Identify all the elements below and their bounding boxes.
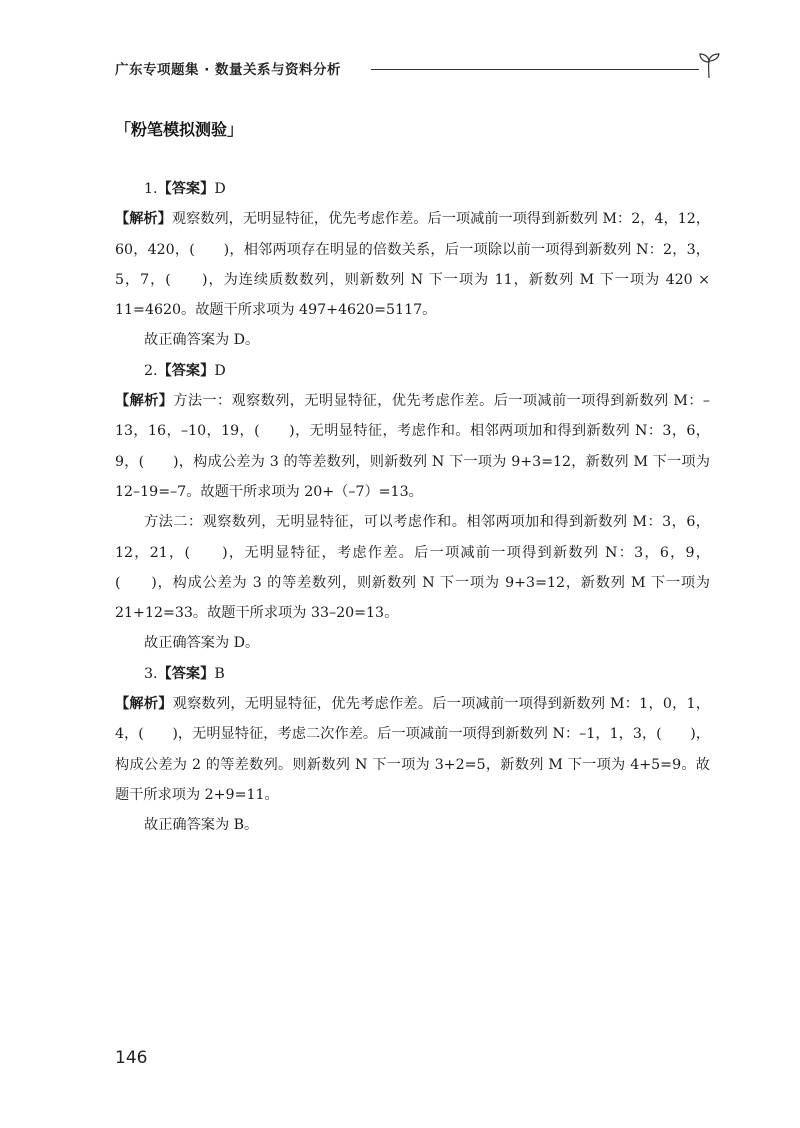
analysis-text: 方法二：观察数列，无明显特征，可以考虑作和。相邻两项加和得到新数列 M：3，6，12，21，( )，无明显特征，考虑作差。后一项减前一项得到新数列 N：3，6，9，( )，构成公差为 3 的等差数列，则新数列 N 下一项为 9+3=12，新数列 M 下一项为 21+12=33。故题干所求项为 33–20=13。 (115, 514, 710, 622)
page-number: 146 (115, 1048, 148, 1068)
conclusion-line: 故正确答案为 D。 (144, 332, 260, 349)
answer-value: B (214, 665, 225, 682)
analysis-paragraph (115, 386, 710, 507)
analysis-paragraph (115, 689, 710, 810)
conclusion-line: 故正确答案为 D。 (144, 635, 260, 652)
analysis-paragraph (115, 204, 710, 325)
question-number: 1. (144, 181, 158, 197)
answer-label: 【答案】 (157, 362, 215, 379)
answer-label: 【答案】 (157, 181, 215, 197)
analysis-label: 【解析】 (115, 211, 172, 228)
answer-content (115, 174, 710, 841)
answer-value: D (214, 362, 226, 379)
question-number: 2. (144, 362, 158, 379)
analysis-paragraph-method2 (115, 507, 710, 628)
conclusion-line: 故正确答案为 B。 (144, 817, 259, 834)
answer-value: D (214, 181, 226, 197)
analysis-label: 【解析】 (115, 393, 174, 410)
answer-line (115, 659, 710, 689)
analysis-label: 【解析】 (115, 696, 173, 713)
answer-line (115, 356, 710, 386)
answer-line (115, 174, 710, 204)
sprout-icon (695, 50, 725, 80)
analysis-text: 观察数列，无明显特征，优先考虑作差。后一项减前一项得到新数列 M：1，0，1，4，( )，无明显特征，考虑二次作差。后一项减前一项得到新数列 N：–1，1，3，( )，构成公差为 2 的等差数列。则新数列 N 下一项为 3+2=5，新数列 M 下一项为 4+5=9。故题干所求项为 2+9=11。 (115, 696, 710, 803)
analysis-text: 方法一：观察数列，无明显特征，优先考虑作差。后一项减前一项得到新数列 M：–13，16，–10，19，( )，无明显特征，考虑作和。相邻两项加和得到新数列 N：3，6，9，( )，构成公差为 3 的等差数列，则新数列 N 下一项为 9+3=12，新数列 M 下一项为 12–19=–7。故题干所求项为 20+（–7）=13。 (115, 393, 710, 500)
question-number: 3. (144, 665, 158, 682)
header-rule (371, 69, 699, 70)
section-title: 「粉笔模拟测验」 (115, 120, 244, 139)
header-title: 广东专项题集 · 数量关系与资料分析 (115, 62, 342, 78)
running-header (115, 50, 725, 90)
analysis-text: 观察数列，无明显特征，优先考虑作差。后一项减前一项得到新数列 M：2，4，12，60，420，( )，相邻两项存在明显的倍数关系，后一项除以前一项得到新数列 N：2，3，5，7，( )，为连续质数数列，则新数列 N 下一项为 11，新数列 M 下一项为 420 × 11=4620。故题干所求项为 497+4620=5117。 (115, 211, 710, 319)
answer-label: 【答案】 (157, 665, 215, 682)
